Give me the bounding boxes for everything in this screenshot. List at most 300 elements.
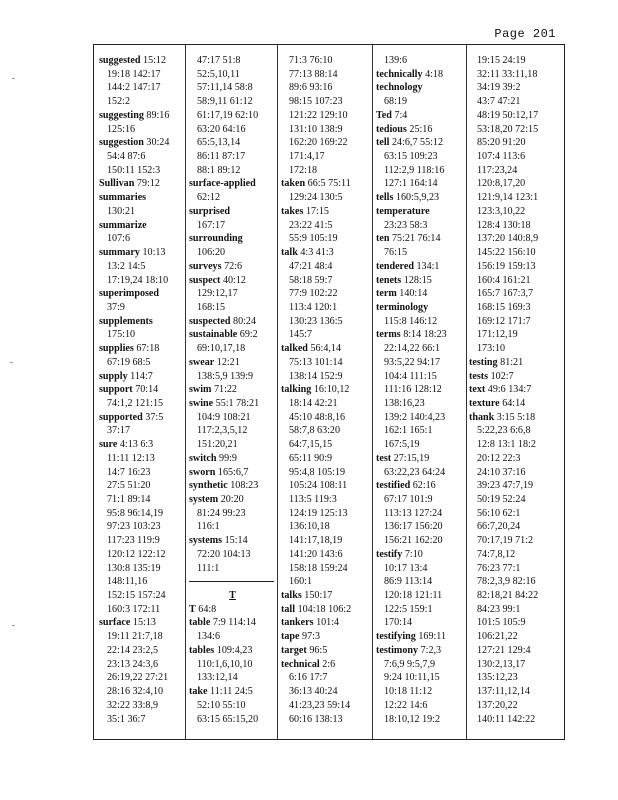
page-line-refs: 10:18 11:12 [384, 686, 433, 698]
page-line-refs: 89:16 [146, 109, 170, 121]
index-continuation [469, 287, 561, 301]
page-line-refs: 123:3,10,22 [477, 205, 526, 217]
index-term: table [189, 617, 211, 629]
index-entry [281, 630, 369, 644]
index-continuation [376, 342, 463, 356]
index-entry [99, 315, 185, 329]
page-line-refs: 61:17,19 62:10 [197, 109, 259, 121]
index-continuation [469, 68, 561, 82]
page-line-refs: 7:9 114:14 [212, 617, 256, 629]
index-term: talked [281, 343, 308, 355]
page-line-refs: 169:11 [418, 631, 447, 643]
index-entry [189, 205, 276, 219]
page-line-refs: 156:19 159:13 [477, 260, 536, 272]
page-line-refs: 144:2 147:17 [107, 82, 161, 94]
index-continuation [376, 699, 463, 713]
index-continuation [469, 342, 561, 356]
page-line-refs: 120:12 122:12 [107, 548, 166, 560]
page-line-refs: 95:8 96:14,19 [107, 507, 164, 519]
section-rule [189, 575, 276, 589]
index-entry [469, 370, 561, 384]
index-continuation [376, 383, 463, 397]
index-entry [189, 479, 276, 493]
index-continuation [376, 177, 463, 191]
index-continuation [99, 562, 185, 576]
page-line-refs: 121:22 129:10 [289, 109, 348, 121]
index-continuation [376, 671, 463, 685]
index-term: surprised [189, 205, 230, 217]
index-continuation [469, 260, 561, 274]
index-entry [281, 383, 369, 397]
index-continuation [469, 630, 561, 644]
page-line-refs: 81:21 [500, 356, 524, 368]
index-continuation [376, 315, 463, 329]
index-term: support [99, 384, 133, 396]
index-continuation [189, 301, 276, 315]
page-line-refs: 75:21 76:14 [392, 233, 441, 245]
index-entry [99, 438, 185, 452]
index-column-3 [281, 54, 369, 735]
index-continuation [281, 452, 369, 466]
index-term: technically [376, 68, 423, 80]
index-continuation [469, 81, 561, 95]
index-continuation [189, 671, 276, 685]
index-continuation [189, 342, 276, 356]
index-term: switch [189, 452, 217, 464]
page-line-refs: 19:11 21:7,18 [107, 631, 163, 643]
index-continuation [99, 603, 185, 617]
index-term: texture [469, 397, 500, 409]
index-continuation [281, 109, 369, 123]
page-line-refs: 133:12,14 [197, 672, 238, 684]
index-continuation [189, 548, 276, 562]
index-continuation [189, 164, 276, 178]
page-line-refs: 63:15 109:23 [384, 151, 438, 163]
page-line-refs: 36:13 40:24 [289, 686, 338, 698]
page-line-refs: 134:1 [416, 260, 440, 272]
index-continuation [376, 397, 463, 411]
index-entry [99, 219, 185, 233]
index-continuation [281, 356, 369, 370]
page-line-refs: 15:13 [132, 617, 156, 629]
index-continuation [469, 699, 561, 713]
index-term: tendered [376, 260, 414, 272]
page-line-refs: 124:19 125:13 [289, 507, 348, 519]
index-term: systems [189, 535, 223, 547]
page-line-refs: 58:7,8 63:20 [289, 425, 341, 437]
page-line-refs: 145:22 156:10 [477, 247, 536, 259]
index-term: sure [99, 439, 118, 451]
page-line-refs: 4:13 6:3 [119, 439, 154, 451]
index-continuation [281, 274, 369, 288]
index-term: talk [281, 247, 298, 259]
page-line-refs: 63:20 64:16 [197, 123, 246, 135]
index-continuation [189, 520, 276, 534]
index-continuation [281, 479, 369, 493]
index-continuation [469, 328, 561, 342]
index-continuation [281, 713, 369, 727]
index-term: temperature [376, 205, 430, 217]
index-continuation [469, 95, 561, 109]
page-number: Page 201 [494, 27, 556, 41]
page-line-refs: 173:10 [477, 343, 506, 355]
index-continuation [99, 260, 185, 274]
index-continuation [281, 68, 369, 82]
page-line-refs: 63:15 65:15,20 [197, 713, 259, 725]
index-entry [99, 177, 185, 191]
page-line-refs: 114:7 [130, 370, 153, 382]
index-continuation [189, 658, 276, 672]
page-line-refs: 84:23 99:1 [477, 603, 521, 615]
page-line-refs: 18:14 42:21 [289, 397, 338, 409]
page-line-refs: 130:2,13,17 [477, 658, 526, 670]
page-line-refs: 15:12 [143, 55, 167, 66]
page-line-refs: 165:7 167:3,7 [477, 288, 534, 300]
index-continuation [376, 411, 463, 425]
index-term: testified [376, 480, 411, 492]
page-line-refs: 58:9,11 61:12 [197, 96, 253, 108]
index-term: testify [376, 548, 403, 560]
index-entry [189, 260, 276, 274]
page-line-refs: 48:19 50:12,17 [477, 109, 539, 121]
page-line-refs: 111:16 128:12 [384, 384, 442, 396]
index-entry [376, 630, 463, 644]
index-continuation [376, 164, 463, 178]
index-continuation [99, 534, 185, 548]
page-line-refs: 98:15 107:23 [289, 96, 343, 108]
page-line-refs: 71:1 89:14 [107, 494, 151, 505]
page-line-refs: 78:2,3,9 82:16 [477, 576, 536, 588]
page-line-refs: 27:15,19 [393, 452, 430, 464]
index-term: tape [281, 631, 300, 643]
index-entry [376, 260, 463, 274]
index-term: surveys [189, 260, 222, 272]
index-entry [281, 616, 369, 630]
index-continuation [376, 575, 463, 589]
page-line-refs: 82:18,21 84:22 [477, 590, 539, 602]
section-letter [189, 589, 276, 603]
index-continuation [189, 699, 276, 713]
page-line-refs: 158:18 159:24 [289, 562, 348, 574]
page-line-refs: 22:14,22 66:1 [384, 343, 441, 355]
page-line-refs: 141:20 143:6 [289, 548, 343, 560]
index-entry [99, 54, 185, 68]
index-continuation [469, 301, 561, 315]
page-line-refs: 17:15 [305, 205, 329, 217]
index-term: surface-applied [189, 178, 256, 190]
page-line-refs: 66:5 75:11 [307, 178, 351, 190]
index-entry [189, 466, 276, 480]
page-line-refs: 89:6 93:16 [289, 82, 333, 94]
page-line-refs: 127:21 129:4 [477, 644, 531, 656]
page-line-refs: 69:2 [239, 329, 258, 341]
page-line-refs: 4:3 41:3 [300, 247, 334, 259]
page-line-refs: 160:5,9,23 [395, 192, 440, 204]
page-line-refs: 7:6,9 9:5,7,9 [384, 658, 436, 670]
page-line-refs: 80:24 [233, 315, 257, 327]
index-term: tell [376, 137, 390, 149]
index-continuation [281, 466, 369, 480]
index-continuation [99, 356, 185, 370]
index-entry [99, 287, 185, 301]
page-line-refs: 32:11 33:11,18 [477, 68, 538, 80]
index-continuation [281, 232, 369, 246]
index-term: ten [376, 233, 390, 245]
page-line-refs: 108:23 [230, 480, 259, 492]
page-line-refs: 12:21 [216, 356, 240, 368]
index-continuation [189, 81, 276, 95]
page-line-refs: 24:6,7 55:12 [391, 137, 444, 149]
index-continuation [99, 164, 185, 178]
page-line-refs: 13:2 14:5 [107, 260, 146, 272]
page-line-refs: 162:1 165:1 [384, 425, 433, 437]
index-term: tests [469, 370, 489, 382]
page-line-refs: 130:21 [107, 205, 136, 217]
index-continuation [376, 713, 463, 727]
index-continuation [281, 685, 369, 699]
page-line-refs: 120:18 121:11 [384, 590, 443, 602]
page-line-refs: 45:10 48:8,16 [289, 411, 346, 423]
page-line-refs: 138:14 152:9 [289, 370, 343, 382]
page-line-refs: 102:7 [490, 370, 514, 382]
page-line-refs: 130:8 135:19 [107, 562, 161, 574]
index-continuation [281, 315, 369, 329]
column-divider [372, 45, 373, 739]
page-line-refs: 121:9,14 123:1 [477, 192, 539, 204]
page-line-refs: 106:21,22 [477, 631, 518, 643]
page-line-refs: 120:8,17,20 [477, 178, 526, 190]
index-continuation [189, 713, 276, 727]
index-continuation [469, 658, 561, 672]
index-entry [99, 109, 185, 123]
page-line-refs: 23:13 24:3,6 [107, 658, 159, 670]
page-line-refs: 97:23 103:23 [107, 521, 161, 533]
page-line-refs: 53:18,20 72:15 [477, 123, 539, 135]
page-line-refs: 28:16 32:4,10 [107, 686, 164, 698]
page-line-refs: 16:10,12 [313, 384, 350, 396]
index-term: supplements [99, 315, 153, 327]
index-continuation [376, 616, 463, 630]
page-line-refs: 32:22 33:8,9 [107, 699, 159, 711]
index-continuation [99, 507, 185, 521]
index-continuation [99, 671, 185, 685]
index-continuation [469, 136, 561, 150]
page-line-refs: 88:1 89:12 [197, 164, 241, 176]
scan-speck [10, 362, 13, 363]
page-line-refs: 169:12 171:7 [477, 315, 531, 327]
page-line-refs: 70:17,19 71:2 [477, 535, 534, 547]
index-continuation [99, 575, 185, 589]
page-line-refs: 160:3 172:11 [107, 603, 161, 615]
index-entry [376, 328, 463, 342]
page-line-refs: 137:20,22 [477, 699, 518, 711]
index-continuation [376, 424, 463, 438]
page-line-refs: 22:14 23:2,5 [107, 644, 159, 656]
page-line-refs: 99:9 [219, 452, 237, 464]
index-term: suggested [99, 55, 141, 66]
page-line-refs: 86:11 87:17 [197, 151, 246, 163]
index-entry [281, 205, 369, 219]
index-entry [189, 397, 276, 411]
page-line-refs: 71:3 76:10 [289, 55, 333, 66]
page-line-refs: 50:19 52:24 [477, 494, 526, 505]
page-line-refs: 52:5,10,11 [197, 68, 240, 80]
index-continuation [99, 493, 185, 507]
page-line-refs: 171:4,17 [289, 151, 325, 163]
page-line-refs: 168:15 169:3 [477, 301, 531, 313]
index-continuation [189, 191, 276, 205]
index-continuation [99, 232, 185, 246]
index-entry [376, 123, 463, 137]
index-entry [99, 136, 185, 150]
index-entry [189, 383, 276, 397]
index-continuation [469, 219, 561, 233]
page-line-refs: 111:1 [197, 562, 220, 574]
page-line-refs: 152:2 [107, 96, 130, 108]
index-entry [189, 493, 276, 507]
page-line-refs: 25:16 [409, 123, 433, 135]
page-line-refs: 151:20,21 [197, 439, 238, 451]
page-line-refs: 160:4 161:21 [477, 274, 531, 286]
index-entry [281, 658, 369, 672]
index-term: testimony [376, 644, 419, 656]
index-continuation [376, 507, 463, 521]
index-term: thank [469, 411, 495, 423]
page-line-refs: 35:1 36:7 [107, 713, 146, 725]
page-line-refs: 4:18 [425, 68, 444, 80]
page-line-refs: 64:7,15,15 [289, 439, 333, 451]
index-term: test [376, 452, 392, 464]
index-continuation [376, 438, 463, 452]
index-continuation [99, 274, 185, 288]
index-continuation [469, 603, 561, 617]
scan-speck [12, 625, 15, 626]
index-term: technology [376, 82, 423, 94]
page-line-refs: 74:7,8,12 [477, 548, 516, 560]
page-line-refs: 148:11,16 [107, 576, 148, 588]
page-line-refs: 117:23 119:9 [107, 535, 160, 547]
index-entry [281, 246, 369, 260]
page-line-refs: 26:19,22 27:21 [107, 672, 169, 684]
index-continuation [469, 520, 561, 534]
index-term: terminology [376, 301, 429, 313]
index-entry [189, 644, 276, 658]
page-line-refs: 34:19 39:2 [477, 82, 521, 94]
page-line-refs: 12:22 14:6 [384, 699, 428, 711]
index-term: swim [189, 384, 212, 396]
index-continuation [281, 219, 369, 233]
index-continuation [99, 644, 185, 658]
page-line-refs: 113:13 127:24 [384, 507, 443, 519]
page-line-refs: 72:6 [224, 260, 243, 272]
page-line-refs: 55:9 105:19 [289, 233, 338, 245]
page-line-refs: 37:17 [107, 425, 130, 437]
index-continuation [99, 685, 185, 699]
index-continuation [189, 136, 276, 150]
page-line-refs: 23:22 41:5 [289, 219, 333, 231]
page-line-refs: 6:16 17:7 [289, 672, 328, 684]
index-entry [99, 411, 185, 425]
index-continuation [469, 274, 561, 288]
page-line-refs: 68:19 [384, 96, 407, 108]
index-continuation [376, 520, 463, 534]
index-continuation [99, 95, 185, 109]
index-term: supported [99, 411, 143, 423]
index-continuation [469, 685, 561, 699]
page-line-refs: 95:4,8 105:19 [289, 466, 346, 478]
page-line-refs: 171:12,19 [477, 329, 518, 341]
index-continuation [189, 123, 276, 137]
index-term: tells [376, 192, 394, 204]
page-line-refs: 139:2 140:4,23 [384, 411, 446, 423]
page-line-refs: 41:23,23 59:14 [289, 699, 351, 711]
index-entry [376, 68, 463, 82]
index-continuation [99, 713, 185, 727]
index-entry [189, 274, 276, 288]
index-entry [99, 246, 185, 260]
page-line-refs: 67:17 101:9 [384, 494, 433, 505]
index-continuation [469, 315, 561, 329]
index-term: tall [281, 603, 296, 615]
page-line-refs: 145:7 [289, 329, 312, 341]
page-line-refs: 10:13 [142, 247, 166, 259]
index-term: testifying [376, 631, 416, 643]
index-continuation [469, 177, 561, 191]
index-entry [189, 177, 276, 191]
page-line-refs: 64:8 [198, 603, 217, 615]
index-continuation [281, 136, 369, 150]
index-continuation [281, 671, 369, 685]
index-continuation [469, 562, 561, 576]
index-entry [189, 685, 276, 699]
page-line-refs: 134:6 [197, 631, 220, 643]
page-line-refs: 138:5,9 139:9 [197, 370, 254, 382]
page-line-refs: 76:23 77:1 [477, 562, 521, 574]
index-continuation [99, 452, 185, 466]
index-continuation [99, 397, 185, 411]
index-term: suggestion [99, 137, 144, 149]
index-term: tankers [281, 617, 314, 629]
index-continuation [189, 109, 276, 123]
page-line-refs: 97:3 [302, 631, 320, 643]
index-term: Sullivan [99, 178, 135, 190]
index-continuation [376, 54, 463, 68]
page-line-refs: 72:20 104:13 [197, 548, 251, 560]
index-continuation [99, 589, 185, 603]
index-continuation [99, 328, 185, 342]
index-entry [376, 479, 463, 493]
page-line-refs: 81:24 99:23 [197, 507, 246, 519]
page-line-refs: 117:23,24 [477, 164, 518, 176]
index-continuation [469, 534, 561, 548]
index-entry [189, 328, 276, 342]
index-continuation [376, 534, 463, 548]
index-term: talks [281, 590, 302, 602]
index-continuation [469, 452, 561, 466]
index-continuation [469, 54, 561, 68]
page-line-refs: 9:24 10:11,15 [384, 672, 440, 684]
index-term: swear [189, 356, 215, 368]
index-entry [189, 315, 276, 329]
index-entry [376, 274, 463, 288]
index-continuation [281, 123, 369, 137]
index-term: technical [281, 658, 320, 670]
index-entry [281, 589, 369, 603]
page-line-refs: 160:1 [289, 576, 312, 588]
index-term: synthetic [189, 480, 228, 492]
index-continuation [281, 411, 369, 425]
page-line-refs: 107:4 113:6 [477, 151, 526, 163]
